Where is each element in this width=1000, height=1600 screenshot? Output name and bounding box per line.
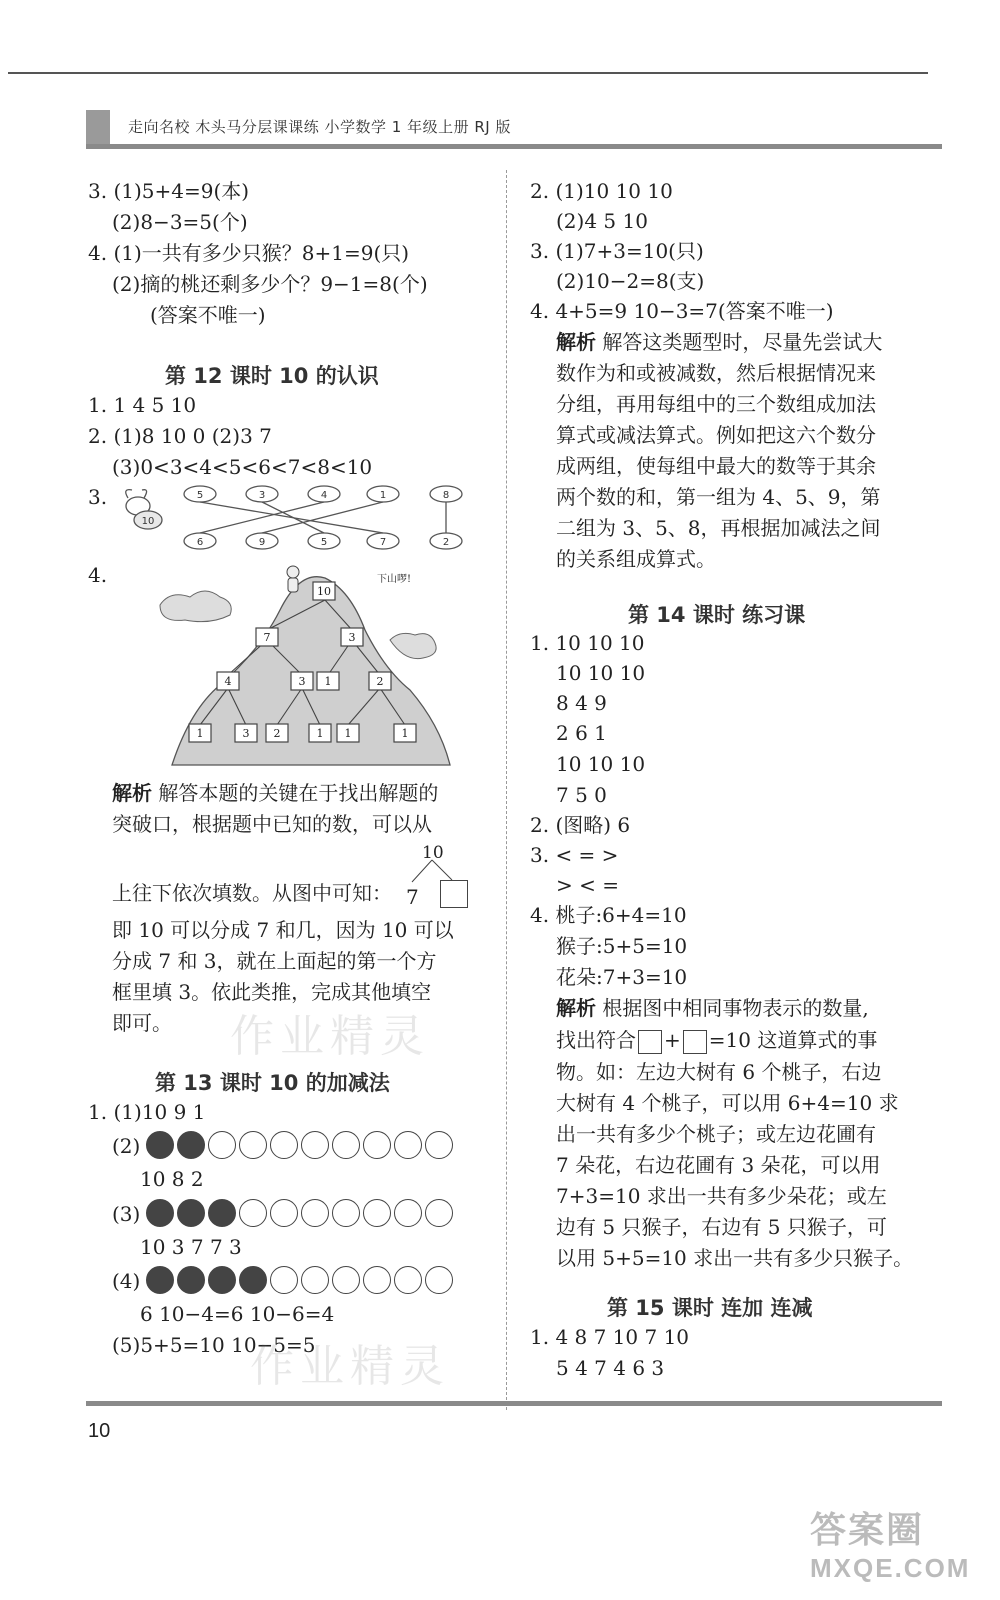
question-number: 3.: [88, 485, 108, 509]
answer-line: 2. (图略) 6: [530, 813, 631, 837]
svg-text:9: 9: [258, 537, 266, 548]
blank-box: [638, 1030, 662, 1054]
matching-figure: [110, 478, 480, 558]
svg-text:3: 3: [348, 631, 356, 644]
page-number: 10: [88, 1420, 111, 1442]
answer-line: 4. (1)一共有多少只猴？8+1=9(只): [88, 241, 410, 265]
blank-box: [683, 1030, 707, 1054]
section-title-15: 第 15 课时 连加 连减: [607, 1296, 813, 1320]
section-title-13: 第 13 课时 10 的加减法: [155, 1071, 390, 1095]
answer-line: 3. (1)5+4=9(本): [88, 179, 250, 203]
svg-text:4: 4: [224, 675, 232, 688]
header-title: 走向名校 木头马分层课课练 小学数学 1 年级上册 RJ 版: [128, 118, 512, 136]
analysis-line: 算式或减法算式。例如把这六个数分: [556, 423, 876, 447]
analysis-line: 分成 7 和 3，就在上面起的第一个方: [112, 949, 437, 973]
answer-line: (2)10−2=8(支): [556, 269, 705, 293]
sub-label: (3): [112, 1202, 141, 1226]
answer-line: 2. (1)8 10 0 (2)3 7: [88, 424, 272, 448]
svg-text:7: 7: [263, 631, 271, 644]
analysis-line: 分组，再用每组中的三个数组成加法: [556, 392, 876, 416]
analysis-line: 7 朵花，右边花圃有 3 朵花，可以用: [556, 1153, 881, 1177]
answer-line: 3. (1)7+3=10(只): [530, 239, 704, 263]
svg-text:1: 1: [344, 727, 352, 740]
tree-top-number: 10: [422, 843, 444, 863]
svg-text:5: 5: [196, 490, 204, 501]
answer-line: 2 6 1: [556, 721, 607, 745]
watermark: 作业精灵: [250, 1341, 450, 1392]
analysis-line: 成两组，使每组中最大的数等于其余: [556, 454, 876, 478]
analysis-line: 即可。: [112, 1011, 172, 1035]
answer-line: 10 10 10: [556, 752, 646, 776]
section-title-14: 第 14 课时 练习课: [628, 603, 806, 627]
analysis-line: 解析 根据图中相同事物表示的数量,: [556, 996, 869, 1020]
svg-text:1: 1: [379, 490, 387, 501]
counter-row: [146, 1131, 453, 1159]
svg-text:5: 5: [320, 537, 328, 548]
answer-line: 10 10 10: [556, 661, 646, 685]
svg-text:1: 1: [324, 675, 332, 688]
answer-line: 10 8 2: [140, 1167, 204, 1191]
answer-line: 10 3 7 7 3: [140, 1235, 242, 1259]
answer-line: 1. 4 8 7 10 7 10: [530, 1325, 690, 1349]
answer-line: 4. 4+5=9 10−3=7(答案不唯一): [530, 299, 834, 323]
svg-text:6: 6: [196, 537, 204, 548]
svg-text:2: 2: [376, 675, 384, 688]
counter-row: [146, 1199, 453, 1227]
analysis-line: 框里填 3。依此类推，完成其他填空: [112, 980, 432, 1004]
analysis-line: 7+3=10 求出一共有多少朵花；或左: [556, 1184, 887, 1208]
footer-rule: [86, 1401, 942, 1406]
question-number: 4.: [88, 563, 108, 587]
counter-row: [146, 1266, 453, 1294]
answer-line: (2)4 5 10: [556, 209, 648, 233]
answer-line: (3)0<3<4<5<6<7<8<10: [112, 455, 373, 479]
analysis-line: 物。如：左边大树有 6 个桃子，右边: [556, 1060, 882, 1084]
svg-text:7: 7: [379, 537, 387, 548]
svg-text:4: 4: [320, 490, 328, 501]
analysis-line: 大树有 4 个桃子，可以用 6+4=10 求: [556, 1091, 899, 1115]
answer-line: 7 5 0: [556, 783, 607, 807]
answer-line: 4. 桃子:6+4=10: [530, 903, 687, 927]
answer-line: 1. (1)10 9 1: [88, 1100, 206, 1124]
answer-box: [440, 880, 468, 908]
answer-line: (5)5+5=10 10−5=5: [112, 1333, 316, 1357]
analysis-line: 以用 5+5=10 求出一共有多少只猴子。: [556, 1246, 914, 1270]
svg-text:1: 1: [316, 727, 324, 740]
analysis-line: 两个数的和，第一组为 4、5、9，第: [556, 485, 881, 509]
analysis-line: 上往下依次填数。从图中可知：: [112, 881, 392, 905]
answer-line: (2)摘的桃还剩多少个？9−1=8(个): [112, 272, 428, 296]
header-rule: [86, 144, 942, 149]
answer-line: (答案不唯一): [150, 303, 266, 327]
answer-line: 1. 10 10 10: [530, 631, 645, 655]
answer-line: 3. < = >: [530, 843, 619, 867]
svg-text:10: 10: [317, 585, 331, 598]
sub-label: (4): [112, 1269, 141, 1293]
tree-left-number: 7: [406, 885, 419, 909]
svg-text:下山啰!: 下山啰!: [376, 574, 412, 585]
analysis-line: 二组为 3、5、8，再根据加减法之间: [556, 516, 881, 540]
analysis-line: 突破口，根据题中已知的数，可以从: [112, 812, 432, 836]
answer-line: 8 4 9: [556, 691, 607, 715]
analysis-line: 边有 5 只猴子，右边有 5 只猴子，可: [556, 1215, 887, 1239]
sub-label: (2): [112, 1134, 141, 1158]
mountain-figure: [150, 560, 470, 770]
answer-line: 5 4 7 4 6 3: [556, 1356, 665, 1380]
analysis-line: 解析 解答本题的关键在于找出解题的: [112, 781, 439, 805]
top-border: [8, 72, 928, 74]
header-tab: [86, 110, 110, 144]
answer-line: (2)8−3=5(个): [112, 210, 248, 234]
corner-watermark: 答案圈 MXQE.COM: [810, 1509, 971, 1583]
section-title-12: 第 12 课时 10 的认识: [165, 364, 379, 388]
svg-text:2: 2: [442, 537, 450, 548]
answer-line: 2. (1)10 10 10: [530, 179, 673, 203]
monkey-icon: [287, 566, 299, 592]
answer-line: 花朵:7+3=10: [556, 965, 688, 989]
column-divider: [506, 170, 507, 1410]
svg-text:2: 2: [273, 727, 281, 740]
answer-line: 猴子:5+5=10: [556, 934, 688, 958]
analysis-line: 的关系组成算式。: [556, 547, 716, 571]
answer-line: 1. 1 4 5 10: [88, 393, 197, 417]
svg-text:3: 3: [258, 490, 266, 501]
answer-line: > < =: [556, 873, 619, 897]
watermark: 作业精灵: [230, 1011, 430, 1062]
svg-text:1: 1: [196, 727, 204, 740]
analysis-line: 解析 解答这类题型时，尽量先尝试大: [556, 330, 883, 354]
analysis-line: 数作为和或被减数，然后根据情况来: [556, 361, 876, 385]
svg-text:3: 3: [242, 727, 250, 740]
analysis-line: 找出符合 + =10 这道算式的事: [556, 1028, 878, 1052]
svg-text:3: 3: [298, 675, 306, 688]
answer-line: 6 10−4=6 10−6=4: [140, 1302, 335, 1326]
svg-text:1: 1: [401, 727, 409, 740]
analysis-line: 出一共有多少个桃子；或左边花圃有: [556, 1122, 876, 1146]
analysis-line: 即 10 可以分成 7 和几，因为 10 可以: [112, 918, 454, 942]
svg-text:8: 8: [442, 490, 450, 501]
svg-text:10: 10: [141, 516, 155, 527]
